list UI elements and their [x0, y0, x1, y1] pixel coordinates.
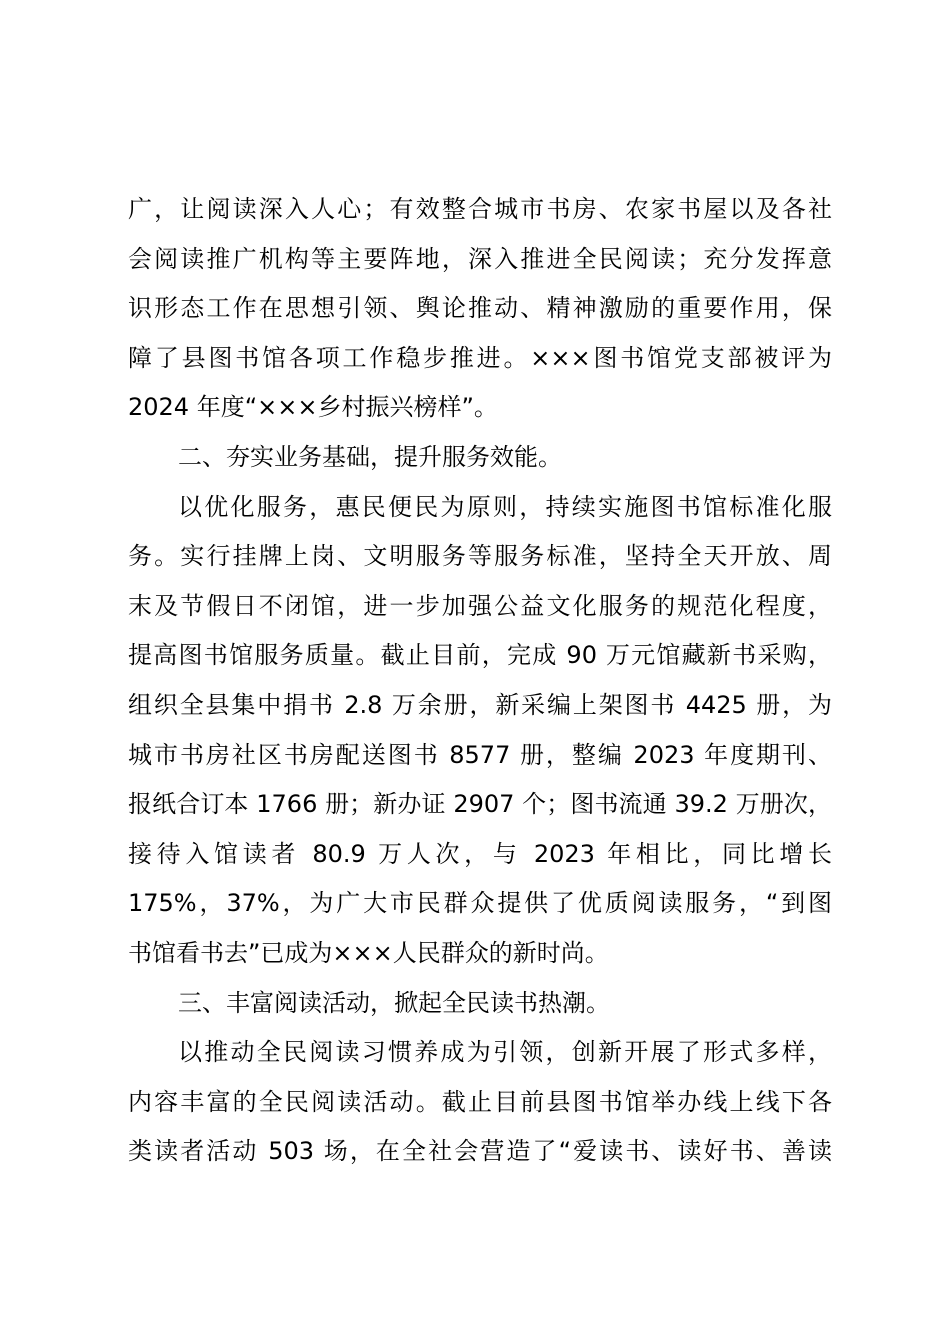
- text-line: 报纸合订本 1766 册；新办证 2907 个；图书流通 39.2 万册次，: [128, 790, 832, 819]
- text-line: 2024 年度“×××乡村振兴榜样”。: [128, 393, 498, 422]
- text-line: 障了县图书馆各项工作稳步推进。×××图书馆党支部被评为: [128, 343, 832, 372]
- text-line: 书馆看书去”已成为×××人民群众的新时尚。: [128, 938, 609, 967]
- text-line: 组织全县集中捐书 2.8 万余册，新采编上架图书 4425 册，为: [128, 690, 832, 719]
- text-line: 末及节假日不闭馆，进一步加强公益文化服务的规范化程度，: [128, 591, 832, 620]
- paragraph-2: [128, 483, 832, 979]
- text-line: 类读者活动 503 场，在全社会营造了“爱读书、读好书、善读: [128, 1137, 832, 1166]
- text-line: 务。实行挂牌上岗、文明服务等服务标准，坚持全天开放、周: [128, 542, 832, 571]
- text-line: 提高图书馆服务质量。截止目前，完成 90 万元馆藏新书采购，: [128, 641, 832, 670]
- text-line: 内容丰富的全民阅读活动。截止目前县图书馆举办线上线下各: [128, 1087, 832, 1116]
- text-line: 以优化服务，惠民便民为原则，持续实施图书馆标准化服: [178, 492, 832, 521]
- text-line: 接待入馆读者 80.9 万人次，与 2023 年相比，同比增长: [128, 839, 832, 868]
- text-line: 以推动全民阅读习惯养成为引领，创新开展了形式多样，: [178, 1038, 832, 1067]
- text-line: 会阅读推广机构等主要阵地，深入推进全民阅读；充分发挥意: [128, 244, 832, 273]
- paragraph-1: [128, 185, 832, 433]
- document-page: [128, 185, 832, 1177]
- section-heading-3: 三、丰富阅读活动，掀起全民读书热潮。: [178, 988, 610, 1017]
- text-line: 识形态工作在思想引领、舆论推动、精神激励的重要作用，保: [128, 294, 832, 323]
- paragraph-3: [128, 1028, 832, 1177]
- text-line: 175%，37%，为广大市民群众提供了优质阅读服务，“到图: [128, 889, 832, 918]
- text-line: 城市书房社区书房配送图书 8577 册，整编 2023 年度期刊、: [128, 740, 832, 769]
- section-heading-2: 二、夯实业务基础，提升服务效能。: [178, 442, 562, 471]
- text-line: 广，让阅读深入人心；有效整合城市书房、农家书屋以及各社: [128, 195, 832, 223]
